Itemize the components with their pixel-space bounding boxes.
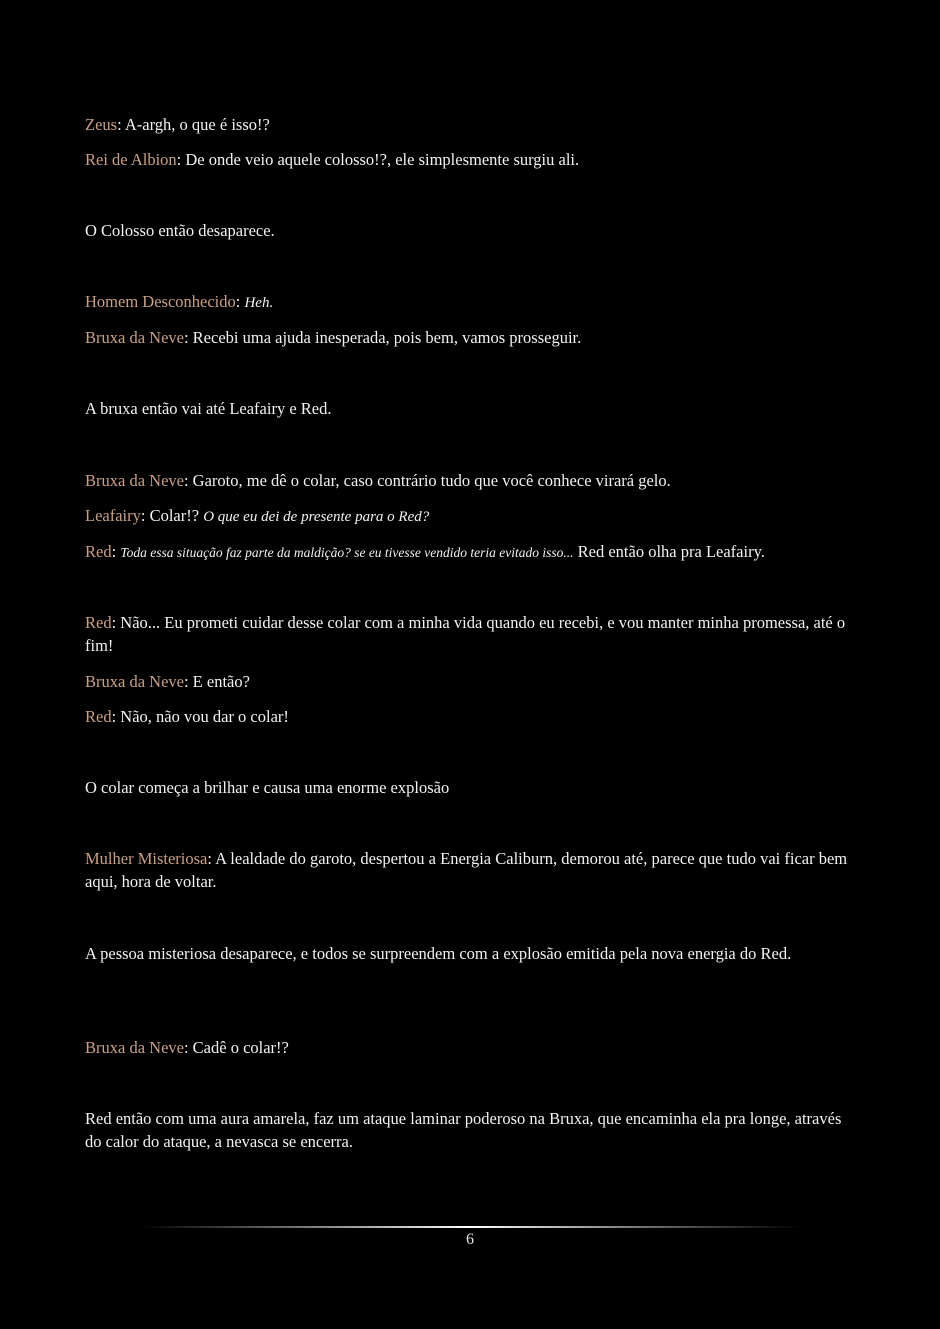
speaker-name: Bruxa da Neve [85, 672, 184, 691]
line-text: : Não... Eu prometi cuidar desse colar com a minha vida quando eu recebi, e vou manter minha promessa, até o fim! [85, 613, 846, 655]
speaker-name: Bruxa da Neve [85, 328, 184, 347]
line-text: : Cadê o colar!? [183, 1038, 289, 1057]
speaker-name: Red [85, 613, 112, 632]
speaker-name: Homem Desconhecido [85, 292, 236, 311]
narration-line [85, 219, 860, 242]
speaker-name: Zeus [85, 115, 118, 134]
line-text: : Recebi uma ajuda inesperada, pois bem, vamos prosseguir. [183, 328, 582, 347]
speaker-name: Red [85, 707, 112, 726]
dialogue-line [85, 705, 860, 728]
dialogue-line [85, 504, 860, 529]
line-text: : [235, 292, 245, 311]
line-text: : [111, 542, 121, 561]
line-text: : De onde veio aquele colosso!?, ele simplesmente surgiu ali. [176, 150, 580, 169]
speaker-name: Red [85, 542, 112, 561]
speaker-name: Mulher Misteriosa [85, 849, 208, 868]
dialogue-line [85, 1036, 860, 1059]
thought-text: Toda essa situação faz parte da maldição? se eu tivesse vendido teria evitado isso... [120, 545, 574, 560]
line-text: : Colar!? [140, 506, 204, 525]
line-text: : Garoto, me dê o colar, caso contrário tudo que você conhece virará gelo. [183, 471, 671, 490]
dialogue-line [85, 847, 860, 893]
footer-divider [140, 1226, 800, 1228]
speaker-name: Bruxa da Neve [85, 471, 184, 490]
line-text: : Não, não vou dar o colar! [111, 707, 289, 726]
dialogue-line [85, 290, 860, 315]
thought-text: O que eu dei de presente para o Red? [203, 509, 430, 525]
dialogue-line [85, 148, 860, 171]
narration-line [85, 776, 860, 799]
narration-line [85, 1107, 860, 1153]
line-text: : A-argh, o que é isso!? [117, 115, 270, 134]
dialogue-line [85, 540, 875, 564]
speaker-name: Bruxa da Neve [85, 1038, 184, 1057]
thought-text: Heh. [244, 295, 274, 311]
dialogue-line [85, 326, 860, 349]
line-text: O colar começa a brilhar e causa uma enorme explosão [85, 778, 450, 797]
dialogue-line [85, 670, 860, 693]
page-number: 6 [466, 1231, 474, 1248]
line-text: : E então? [183, 672, 250, 691]
line-text: O Colosso então desaparece. [85, 221, 275, 240]
speaker-name: Rei de Albion [85, 150, 177, 169]
line-text: Red então com uma aura amarela, faz um ataque laminar poderoso na Bruxa, que encaminha ela pra longe, através do calor do ataque, a nevasca se encerra. [85, 1109, 842, 1151]
narration-line [85, 942, 860, 965]
line-text-after: Red então olha pra Leafairy. [573, 542, 765, 561]
line-text: A pessoa misteriosa desaparece, e todos se surpreendem com a explosão emitida pela nova energia do Red. [85, 944, 792, 963]
dialogue-line [85, 611, 860, 657]
line-text: : A lealdade do garoto, despertou a Energia Caliburn, demorou até, parece que tudo vai ficar bem aqui, hora de voltar. [85, 849, 848, 891]
dialogue-line [85, 469, 860, 492]
line-text: A bruxa então vai até Leafairy e Red. [85, 399, 332, 418]
dialogue-line [85, 113, 860, 136]
speaker-name: Leafairy [85, 506, 141, 525]
narration-line [85, 397, 860, 420]
